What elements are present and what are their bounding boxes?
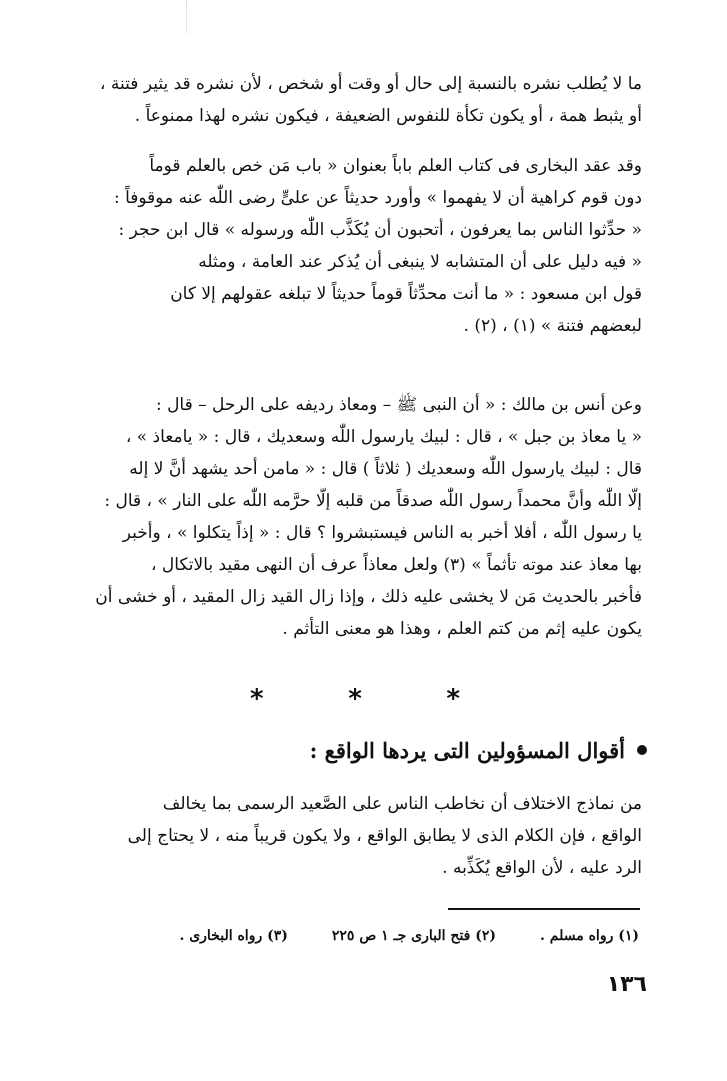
footnotes: [179, 928, 639, 954]
paragraph-1: [70, 68, 642, 132]
footnote-3: (٣) رواه البخارى .: [179, 928, 288, 944]
text-line: ما لا يُطلب نشره بالنسبة إلى حال أو وقت أو شخص ، لأن نشره قد يثير فتنة ،: [100, 74, 642, 94]
section-heading-text: أقوال المسؤولين التى يردها الواقع :: [309, 737, 625, 763]
text-line: وعن أنس بن مالك : « أن النبى ﷺ – ومعاذ رديفه على الرحل – قال :: [155, 395, 642, 415]
footnote-1: (١) رواه مسلم .: [540, 928, 639, 944]
text-line: من نماذج الاختلاف أن نخاطب الناس على الصَّعيد الرسمى بما يخالف: [162, 794, 642, 814]
text-line: أو يثبط همة ، أو يكون تكأة للنفوس الضعيفة ، فيكون نشره لهذا ممنوعاً .: [134, 106, 642, 126]
text-line: يكون عليه إثم من كتم العلم ، وهذا هو معنى التأثم .: [282, 619, 642, 639]
section-heading: [310, 730, 647, 770]
text-line: وقد عقد البخارى فى كتاب العلم باباً بعنوان « باب مَن خص بالعلم قوماً: [149, 156, 642, 176]
text-line: الرد عليه ، لأن الواقع يُكَذِّبه .: [442, 858, 642, 878]
paragraph-3: [70, 389, 642, 645]
text-line: قال : لبيك يارسول اللّٰه وسعديك ( ثلاثاً ) قال : « مامن أحد يشهد أنَّ لا إله: [129, 459, 642, 479]
asterisk-icon: *: [348, 684, 362, 714]
text-line: بها معاذ عند موته تأثماً » (٣) ولعل معاذاً عرف أن النهى مقيد بالاتكال ،: [151, 555, 642, 575]
text-line: « حدِّثوا الناس بما يعرفون ، أتحبون أن يُكَذَّب اللّٰه ورسوله » قال ابن حجر :: [118, 220, 642, 240]
text-line: دون قوم كراهية أن لا يفهموا » وأورد حديثاً عن علىٍّ رضى اللّٰه عنه موقوفاً :: [113, 188, 642, 208]
paragraph-2: [70, 150, 642, 342]
section-separator: [250, 684, 460, 718]
asterisk-icon: *: [250, 684, 264, 714]
text-line: الواقع ، فإن الكلام الذى لا يطابق الواقع ، ولا يكون قريباً منه ، لا يحتاج إلى: [127, 826, 642, 846]
asterisk-icon: *: [446, 684, 460, 714]
text-line: فأخبر بالحديث مَن لا يخشى عليه ذلك ، وإذا زال القيد زال المقيد ، أو خشى أن: [95, 587, 642, 607]
text-line: لبعضهم فتنة » (١) ، (٢) .: [463, 316, 642, 336]
footnote-2: (٢) فتح البارى جـ ١ ص ٢٢٥: [331, 928, 497, 944]
text-line: يا رسول اللّٰه ، أفلا أخبر به الناس فيستبشروا ؟ قال : « إذاً يتكلوا » ، وأخبر: [122, 523, 642, 543]
paragraph-4: [70, 788, 642, 884]
text-line: « فيه دليل على أن المتشابه لا ينبغى أن يُذكر عند العامة ، ومثله: [198, 252, 642, 272]
text-line: « يا معاذ بن جبل » ، قال : لبيك يارسول اللّٰه وسعديك ، قال : « يامعاذ » ،: [125, 427, 642, 447]
text-line: إلّا اللّٰه وأنَّ محمداً رسول اللّٰه صدقاً من قلبه إلّا حرَّمه اللّٰه على النار » ، قال :: [104, 491, 642, 511]
footnote-divider: [448, 908, 640, 910]
scan-artifact-line: [186, 0, 188, 34]
bullet-icon: [637, 745, 647, 755]
page-number: ١٣٦: [606, 972, 647, 997]
text-line: قول ابن مسعود : « ما أنت محدِّثاً قوماً حديثاً لا تبلغه عقولهم إلا كان: [170, 284, 642, 304]
